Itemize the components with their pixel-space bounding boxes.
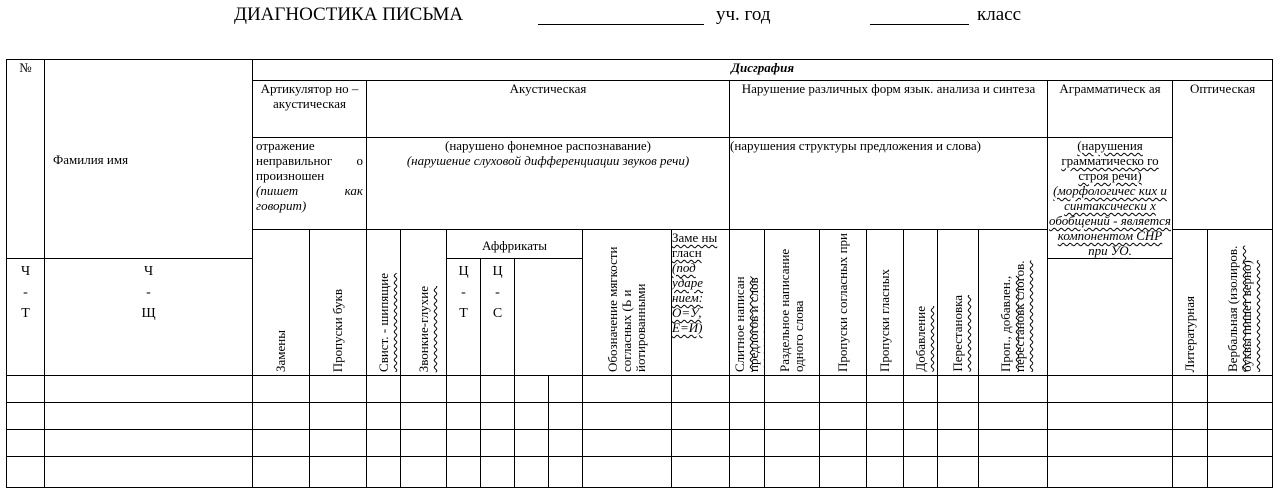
diagnostic-table	[6, 59, 1273, 488]
school-year-blank	[538, 24, 704, 25]
table-row	[7, 430, 1273, 457]
table-cell[interactable]	[1173, 403, 1208, 430]
analysis-title: Нарушение различных форм язык. анализа и синтеза	[730, 81, 1048, 138]
table-cell[interactable]	[367, 403, 401, 430]
table-cell[interactable]	[979, 430, 1048, 457]
table-cell[interactable]	[1173, 430, 1208, 457]
dysgraphia-header: Дисграфия	[253, 60, 1273, 81]
table-cell[interactable]	[310, 430, 367, 457]
col-substitutions: Замены	[253, 230, 310, 376]
table-cell[interactable]	[549, 457, 583, 488]
table-cell[interactable]	[515, 376, 549, 403]
table-cell[interactable]	[253, 376, 310, 403]
col-whistling-hissing: Свист. - шипящие	[367, 230, 401, 376]
data-rows	[7, 376, 1273, 488]
table-cell[interactable]	[481, 403, 515, 430]
col-split-writing: Раздельное написание одного слова	[765, 230, 820, 376]
table-cell[interactable]	[1208, 457, 1273, 488]
table-cell[interactable]	[765, 430, 820, 457]
analysis-desc: (нарушения структуры предложения и слова)	[730, 138, 1048, 230]
table-row	[7, 376, 1273, 403]
class-blank	[870, 24, 969, 25]
table-cell[interactable]	[672, 376, 730, 403]
col-consonant-omissions: Пропуски согласных при	[820, 230, 867, 376]
school-year-label: уч. год	[716, 4, 771, 25]
table-cell[interactable]	[979, 457, 1048, 488]
table-cell[interactable]	[310, 403, 367, 430]
table-cell[interactable]	[549, 430, 583, 457]
table-cell[interactable]	[820, 457, 867, 488]
affricate-ch-t: Ч - Т	[7, 259, 45, 376]
table-cell[interactable]	[820, 403, 867, 430]
table-cell[interactable]	[867, 376, 904, 403]
table-cell[interactable]	[45, 403, 253, 430]
table-cell[interactable]	[672, 430, 730, 457]
table-cell[interactable]	[367, 376, 401, 403]
table-cell[interactable]	[1048, 376, 1173, 403]
table-cell[interactable]	[1048, 430, 1173, 457]
table-row	[7, 403, 1273, 430]
acoustic-desc: (нарушено фонемное распознавание) (нарушение слуховой дифференциации звуков речи)	[367, 138, 730, 230]
table-cell[interactable]	[938, 376, 979, 403]
col-merged-writing: Слитное написан предлогов и слов	[730, 230, 765, 376]
affricate-ch-shch: Ч - Щ	[45, 259, 253, 376]
table-cell[interactable]	[253, 430, 310, 457]
table-cell[interactable]	[765, 376, 820, 403]
table-cell[interactable]	[672, 403, 730, 430]
optical-title: Оптическая	[1173, 81, 1273, 230]
table-cell[interactable]	[515, 457, 549, 488]
col-permutations: Перестановка	[938, 230, 979, 376]
table-cell[interactable]	[401, 376, 447, 403]
table-cell[interactable]	[7, 376, 45, 403]
affricates-header: Аффрикаты	[447, 230, 583, 259]
table-cell[interactable]	[867, 430, 904, 457]
table-cell[interactable]	[1048, 457, 1173, 488]
table-cell[interactable]	[867, 403, 904, 430]
agrammatic-title: Аграмматическ ая	[1048, 81, 1173, 138]
table-cell[interactable]	[765, 403, 820, 430]
col-literal: Литературная	[1173, 230, 1208, 376]
table-cell[interactable]	[481, 457, 515, 488]
table-cell[interactable]	[820, 430, 867, 457]
acoustic-title: Акустическая	[367, 81, 730, 138]
table-cell[interactable]	[515, 403, 549, 430]
table-cell[interactable]	[583, 376, 672, 403]
table-cell[interactable]	[730, 376, 765, 403]
table-cell[interactable]	[1048, 403, 1173, 430]
col-letter-omissions: Пропуски букв	[310, 230, 367, 376]
agrammatic-desc: (нарушения грамматическо го строя речи) (морфологичес ких и синтаксически х обобщений - является компонентом СНР при УО.	[1049, 138, 1171, 258]
col-softness: Обозначение мягкости согласных (Ь и йотированными	[583, 230, 672, 376]
col-additions: Добавление	[904, 230, 938, 376]
page-title: ДИАГНОСТИКА ПИСЬМА	[234, 4, 464, 25]
table-cell[interactable]	[979, 403, 1048, 430]
table-cell[interactable]	[310, 376, 367, 403]
table-cell[interactable]	[45, 376, 253, 403]
col-vowel-omissions: Пропуски гласных	[867, 230, 904, 376]
num-header: №	[7, 60, 45, 259]
table-cell[interactable]	[1208, 376, 1273, 403]
table-cell[interactable]	[481, 376, 515, 403]
table-cell[interactable]	[938, 430, 979, 457]
table-cell[interactable]	[45, 457, 253, 488]
table-cell[interactable]	[45, 430, 253, 457]
table-cell[interactable]	[867, 457, 904, 488]
table-cell[interactable]	[904, 457, 938, 488]
table-cell[interactable]	[549, 376, 583, 403]
class-label: класс	[977, 4, 1022, 25]
table-cell[interactable]	[1208, 403, 1273, 430]
table-cell[interactable]	[765, 457, 820, 488]
table-cell[interactable]	[1208, 430, 1273, 457]
table-cell[interactable]	[7, 403, 45, 430]
affricate-ts-t: Ц - Т	[447, 259, 481, 376]
page-header	[0, 2, 1275, 32]
name-header: Фамилия имя	[45, 60, 253, 259]
table-cell[interactable]	[1173, 376, 1208, 403]
table-cell[interactable]	[253, 457, 310, 488]
table-cell[interactable]	[7, 430, 45, 457]
table-cell[interactable]	[583, 403, 672, 430]
affricate-ts-s: Ц - С	[481, 259, 515, 376]
table-cell[interactable]	[447, 430, 481, 457]
table-cell[interactable]	[401, 457, 447, 488]
col-vowel-substitutions: Заме ны гласн (под ударе нием: О=У, Е=И)	[672, 230, 730, 376]
table-cell[interactable]	[447, 376, 481, 403]
table-cell[interactable]	[253, 403, 310, 430]
col-verbal: Вербальная (изолиров. буквы пишет верно)	[1208, 230, 1273, 376]
table-cell[interactable]	[938, 403, 979, 430]
articulatory-title: Артикулятор но – акустическая	[253, 81, 367, 138]
table-cell[interactable]	[979, 376, 1048, 403]
col-syllable-errors: Проп., добавлен., перестановк слогов.	[979, 230, 1048, 376]
table-cell[interactable]	[515, 430, 549, 457]
table-cell[interactable]	[401, 403, 447, 430]
table-cell[interactable]	[938, 457, 979, 488]
table-cell[interactable]	[549, 403, 583, 430]
table-cell[interactable]	[447, 403, 481, 430]
table-cell[interactable]	[401, 430, 447, 457]
table-cell[interactable]	[820, 376, 867, 403]
table-cell[interactable]	[367, 457, 401, 488]
table-cell[interactable]	[730, 403, 765, 430]
table-cell[interactable]	[904, 430, 938, 457]
table-cell[interactable]	[7, 457, 45, 488]
table-cell[interactable]	[481, 430, 515, 457]
table-cell[interactable]	[583, 457, 672, 488]
table-cell[interactable]	[730, 430, 765, 457]
table-cell[interactable]	[583, 430, 672, 457]
table-cell[interactable]	[672, 457, 730, 488]
table-cell[interactable]	[730, 457, 765, 488]
table-row	[7, 457, 1273, 488]
table-cell[interactable]	[1173, 457, 1208, 488]
table-cell[interactable]	[447, 457, 481, 488]
table-cell[interactable]	[904, 403, 938, 430]
table-cell[interactable]	[904, 376, 938, 403]
table-cell[interactable]	[367, 430, 401, 457]
table-cell[interactable]	[310, 457, 367, 488]
articulatory-desc: отражение неправильног о произношен (пишет как говорит)	[253, 138, 367, 230]
col-voiced-voiceless: Звонкие-глухие	[401, 230, 447, 376]
